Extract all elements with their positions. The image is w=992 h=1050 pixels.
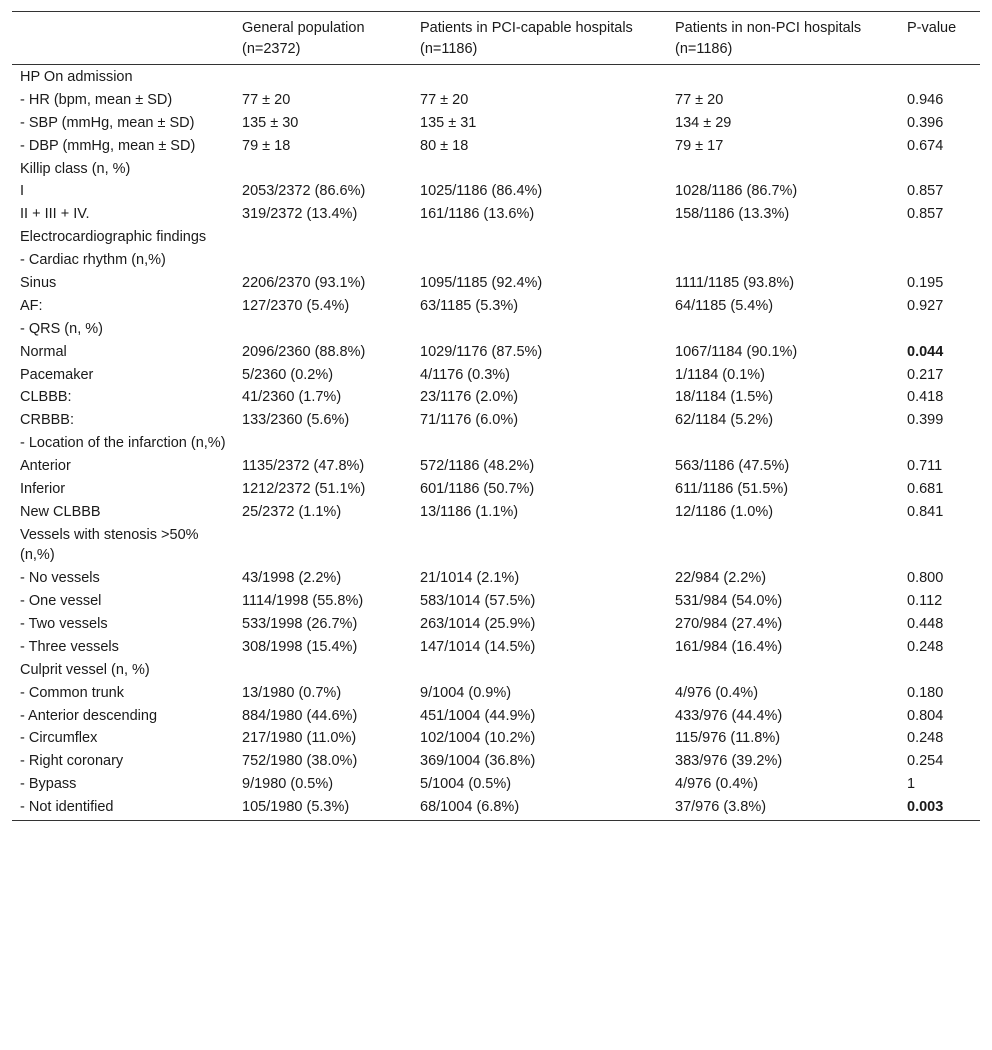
non-pci-hospital-cell: 79 ± 17 <box>675 137 724 154</box>
non-pci-hospital-cell <box>667 433 899 456</box>
non-pci-hospital-cell: 1067/1184 (90.1%) <box>675 343 798 360</box>
table-row <box>12 319 980 342</box>
non-pci-hospital-cell: 1111/1185 (93.8%) <box>675 275 795 292</box>
pci-hospital-cell: 4/1176 (0.3%) <box>420 366 511 383</box>
table-row <box>12 113 980 136</box>
p-value-cell: 0.448 <box>907 615 944 632</box>
table-row <box>12 250 980 273</box>
row-label: - DBP (mmHg, mean ± SD) <box>20 137 196 154</box>
p-value-cell: 0.418 <box>907 389 944 406</box>
pci-hospital-cell: 13/1186 (1.1%) <box>420 503 519 520</box>
row-label: CRBBB: <box>20 412 74 429</box>
p-value-cell: 0.396 <box>907 114 944 131</box>
p-value-cell <box>899 227 980 250</box>
table-row <box>12 660 980 683</box>
pci-hospital-cell: 77 ± 20 <box>420 91 469 108</box>
row-label: - SBP (mmHg, mean ± SD) <box>20 114 195 131</box>
p-value-cell: 0.857 <box>907 206 944 223</box>
general-population-cell <box>234 319 412 342</box>
row-label: HP On admission <box>20 69 133 85</box>
p-value-cell: 0.857 <box>907 183 944 200</box>
general-population-cell <box>234 525 412 568</box>
pci-hospital-cell <box>412 660 667 683</box>
table-row <box>12 159 980 182</box>
row-label: Normal <box>20 343 67 360</box>
non-pci-hospital-cell: 22/984 (2.2%) <box>675 570 767 587</box>
table-row <box>12 90 980 113</box>
row-label: Culprit vessel (n, %) <box>20 661 150 678</box>
table-row <box>12 479 980 502</box>
table-row <box>12 591 980 614</box>
pci-hospital-cell: 583/1014 (57.5%) <box>420 593 536 610</box>
non-pci-hospital-cell <box>667 159 899 182</box>
table-row <box>12 342 980 365</box>
non-pci-hospital-cell: 12/1186 (1.0%) <box>675 503 774 520</box>
pci-hospital-cell <box>412 227 667 250</box>
table-row <box>12 433 980 456</box>
general-population-cell: 9/1980 (0.5%) <box>242 776 334 793</box>
p-value-cell: 0.804 <box>907 707 944 724</box>
pci-hospital-cell: 21/1014 (2.1%) <box>420 570 520 587</box>
non-pci-hospital-cell: 134 ± 29 <box>675 114 732 131</box>
table-row <box>12 296 980 319</box>
non-pci-hospital-cell: 383/976 (39.2%) <box>675 753 783 770</box>
p-value-cell <box>899 65 980 90</box>
pci-hospital-cell: 161/1186 (13.6%) <box>420 206 535 223</box>
row-label: Killip class (n, %) <box>20 160 131 177</box>
p-value-cell: 1 <box>907 776 916 793</box>
general-population-cell <box>234 250 412 273</box>
non-pci-hospital-cell: 37/976 (3.8%) <box>675 799 767 816</box>
pci-hospital-cell: 135 ± 31 <box>420 114 477 131</box>
data-table <box>12 11 980 821</box>
row-label: - Not identified <box>20 799 114 816</box>
pci-hospital-cell <box>412 159 667 182</box>
row-label: CLBBB: <box>20 389 72 406</box>
general-population-cell: 752/1980 (38.0%) <box>242 753 358 770</box>
p-value-cell: 0.681 <box>907 481 944 498</box>
general-population-cell: 13/1980 (0.7%) <box>242 684 342 701</box>
non-pci-hospital-cell <box>667 660 899 683</box>
general-population-cell: 127/2370 (5.4%) <box>242 297 350 314</box>
p-value-cell: 0.254 <box>907 753 944 770</box>
row-label: - One vessel <box>20 593 102 610</box>
non-pci-hospital-cell: 115/976 (11.8%) <box>675 730 781 747</box>
table-row <box>12 614 980 637</box>
non-pci-hospital-cell: 1028/1186 (86.7%) <box>675 183 798 200</box>
general-population-cell: 1114/1998 (55.8%) <box>242 593 364 610</box>
table-row <box>12 273 980 296</box>
pci-hospital-cell: 147/1014 (14.5%) <box>420 638 536 655</box>
row-label: - QRS (n, %) <box>20 320 103 337</box>
row-label: - Bypass <box>20 776 77 793</box>
general-population-cell: 133/2360 (5.6%) <box>242 412 350 429</box>
non-pci-hospital-cell: 531/984 (54.0%) <box>675 593 783 610</box>
table-row <box>12 774 980 797</box>
table-row <box>12 65 980 90</box>
p-value-cell: 0.044 <box>907 343 944 360</box>
p-value-cell: 0.248 <box>907 638 944 655</box>
non-pci-hospital-cell: 4/976 (0.4%) <box>675 684 759 701</box>
table-row <box>12 568 980 591</box>
non-pci-hospital-cell: 158/1186 (13.3%) <box>675 206 790 223</box>
pci-hospital-cell: 5/1004 (0.5%) <box>420 776 512 793</box>
row-label: Pacemaker <box>20 366 94 383</box>
row-label: AF: <box>20 297 43 314</box>
row-label: Sinus <box>20 275 57 292</box>
general-population-cell: 135 ± 30 <box>242 114 299 131</box>
pci-hospital-cell: 1095/1185 (92.4%) <box>420 275 543 292</box>
general-population-cell <box>234 227 412 250</box>
pci-hospital-cell: 63/1185 (5.3%) <box>420 297 519 314</box>
general-population-cell: 41/2360 (1.7%) <box>242 389 342 406</box>
pci-hospital-cell <box>412 65 667 90</box>
pci-hospital-cell: 263/1014 (25.9%) <box>420 615 536 632</box>
table-row <box>12 751 980 774</box>
general-population-cell <box>234 433 412 456</box>
pci-hospital-cell: 1025/1186 (86.4%) <box>420 183 543 200</box>
p-value-cell <box>899 250 980 273</box>
non-pci-hospital-cell: 62/1184 (5.2%) <box>675 412 774 429</box>
pci-hospital-cell: 1029/1176 (87.5%) <box>420 343 543 360</box>
row-label: New CLBBB <box>20 503 101 520</box>
p-value-cell <box>899 660 980 683</box>
non-pci-hospital-cell: 4/976 (0.4%) <box>675 776 759 793</box>
general-population-cell: 1212/2372 (51.1%) <box>242 481 366 498</box>
pci-hospital-cell <box>412 319 667 342</box>
table-row <box>12 456 980 479</box>
non-pci-hospital-cell: 611/1186 (51.5%) <box>675 481 789 498</box>
p-value-cell <box>899 319 980 342</box>
general-population-cell: 319/2372 (13.4%) <box>242 206 358 223</box>
row-label: - Right coronary <box>20 753 124 770</box>
row-label: - Circumflex <box>20 730 98 747</box>
p-value-cell <box>899 525 980 568</box>
row-label: - HR (bpm, mean ± SD) <box>20 91 173 108</box>
row-label: Vessels with stenosis >50% (n,%) <box>20 526 199 564</box>
general-population-cell: 25/2372 (1.1%) <box>242 503 342 520</box>
table-row <box>12 706 980 729</box>
p-value-cell <box>899 159 980 182</box>
table-row <box>12 136 980 159</box>
general-population-cell: 77 ± 20 <box>242 91 291 108</box>
table-row <box>12 227 980 250</box>
row-label: II + III + IV. <box>20 206 90 223</box>
pci-hospital-cell: 601/1186 (50.7%) <box>420 481 535 498</box>
row-label: - Anterior descending <box>20 707 158 724</box>
row-label: Anterior <box>20 458 71 475</box>
p-value-cell: 0.800 <box>907 570 944 587</box>
general-population-cell: 533/1998 (26.7%) <box>242 615 358 632</box>
general-population-cell: 2053/2372 (86.6%) <box>242 183 366 200</box>
header-cell: General population (n=2372) <box>234 12 412 65</box>
non-pci-hospital-cell: 1/1184 (0.1%) <box>675 366 766 383</box>
p-value-cell: 0.217 <box>907 366 944 383</box>
p-value-cell: 0.195 <box>907 275 944 292</box>
p-value-cell: 0.711 <box>907 458 943 475</box>
row-label: - Location of the infarction (n,%) <box>20 435 226 452</box>
non-pci-hospital-cell: 161/984 (16.4%) <box>675 638 783 655</box>
non-pci-hospital-cell: 433/976 (44.4%) <box>675 707 783 724</box>
general-population-cell: 5/2360 (0.2%) <box>242 366 334 383</box>
row-label: - Three vessels <box>20 638 119 655</box>
non-pci-hospital-cell: 18/1184 (1.5%) <box>675 389 774 406</box>
general-population-cell: 2206/2370 (93.1%) <box>242 275 366 292</box>
non-pci-hospital-cell: 77 ± 20 <box>675 91 724 108</box>
general-population-cell: 308/1998 (15.4%) <box>242 638 358 655</box>
general-population-cell: 43/1998 (2.2%) <box>242 570 342 587</box>
pci-hospital-cell: 369/1004 (36.8%) <box>420 753 536 770</box>
pci-hospital-cell: 9/1004 (0.9%) <box>420 684 512 701</box>
table-row <box>12 525 980 568</box>
pci-hospital-cell: 68/1004 (6.8%) <box>420 799 520 816</box>
table-row <box>12 637 980 660</box>
p-value-cell: 0.399 <box>907 412 944 429</box>
row-label: Electrocardiographic findings <box>20 229 207 246</box>
general-population-cell: 1135/2372 (47.8%) <box>242 458 365 475</box>
pci-hospital-cell: 451/1004 (44.9%) <box>420 707 536 724</box>
table-row <box>12 410 980 433</box>
row-label: - Cardiac rhythm (n,%) <box>20 252 166 269</box>
row-label: Inferior <box>20 481 66 498</box>
general-population-cell <box>234 660 412 683</box>
pci-hospital-cell: 71/1176 (6.0%) <box>420 412 519 429</box>
non-pci-hospital-cell: 270/984 (27.4%) <box>675 615 783 632</box>
table-body <box>12 65 980 821</box>
header-row <box>12 12 980 65</box>
row-label: - No vessels <box>20 570 100 587</box>
p-value-cell: 0.946 <box>907 91 944 108</box>
header-cell: P-value <box>899 12 980 65</box>
non-pci-hospital-cell <box>667 227 899 250</box>
non-pci-hospital-cell <box>667 65 899 90</box>
p-value-cell: 0.180 <box>907 684 944 701</box>
p-value-cell: 0.003 <box>907 799 944 816</box>
pci-hospital-cell <box>412 525 667 568</box>
pci-hospital-cell <box>412 433 667 456</box>
non-pci-hospital-cell: 64/1185 (5.4%) <box>675 297 774 314</box>
non-pci-hospital-cell <box>667 250 899 273</box>
table-row <box>12 204 980 227</box>
general-population-cell <box>234 159 412 182</box>
table-row <box>12 797 980 820</box>
table-row <box>12 683 980 706</box>
table-row <box>12 502 980 525</box>
p-value-cell: 0.248 <box>907 730 944 747</box>
row-label: - Common trunk <box>20 684 124 701</box>
table-row <box>12 387 980 410</box>
header-cell <box>12 12 234 65</box>
pci-hospital-cell: 23/1176 (2.0%) <box>420 389 519 406</box>
p-value-cell: 0.674 <box>907 137 944 154</box>
general-population-cell <box>234 65 412 90</box>
pci-hospital-cell: 80 ± 18 <box>420 137 469 154</box>
general-population-cell: 79 ± 18 <box>242 137 291 154</box>
p-value-cell: 0.927 <box>907 297 944 314</box>
general-population-cell: 217/1980 (11.0%) <box>242 730 357 747</box>
header-cell: Patients in PCI-capable hospitals (n=1186) <box>412 12 667 65</box>
p-value-cell <box>899 433 980 456</box>
table-row <box>12 728 980 751</box>
pci-hospital-cell <box>412 250 667 273</box>
non-pci-hospital-cell <box>667 319 899 342</box>
general-population-cell: 105/1980 (5.3%) <box>242 799 350 816</box>
p-value-cell: 0.841 <box>907 503 944 520</box>
table-row <box>12 181 980 204</box>
row-label: I <box>20 183 25 200</box>
pci-hospital-cell: 572/1186 (48.2%) <box>420 458 535 475</box>
general-population-cell: 2096/2360 (88.8%) <box>242 343 366 360</box>
header-cell: Patients in non-PCI hospitals (n=1186) <box>667 12 899 65</box>
pci-hospital-cell: 102/1004 (10.2%) <box>420 730 536 747</box>
row-label: - Two vessels <box>20 615 108 632</box>
general-population-cell: 884/1980 (44.6%) <box>242 707 358 724</box>
table-row <box>12 365 980 388</box>
non-pci-hospital-cell <box>667 525 899 568</box>
p-value-cell: 0.112 <box>907 593 943 610</box>
non-pci-hospital-cell: 563/1186 (47.5%) <box>675 458 790 475</box>
